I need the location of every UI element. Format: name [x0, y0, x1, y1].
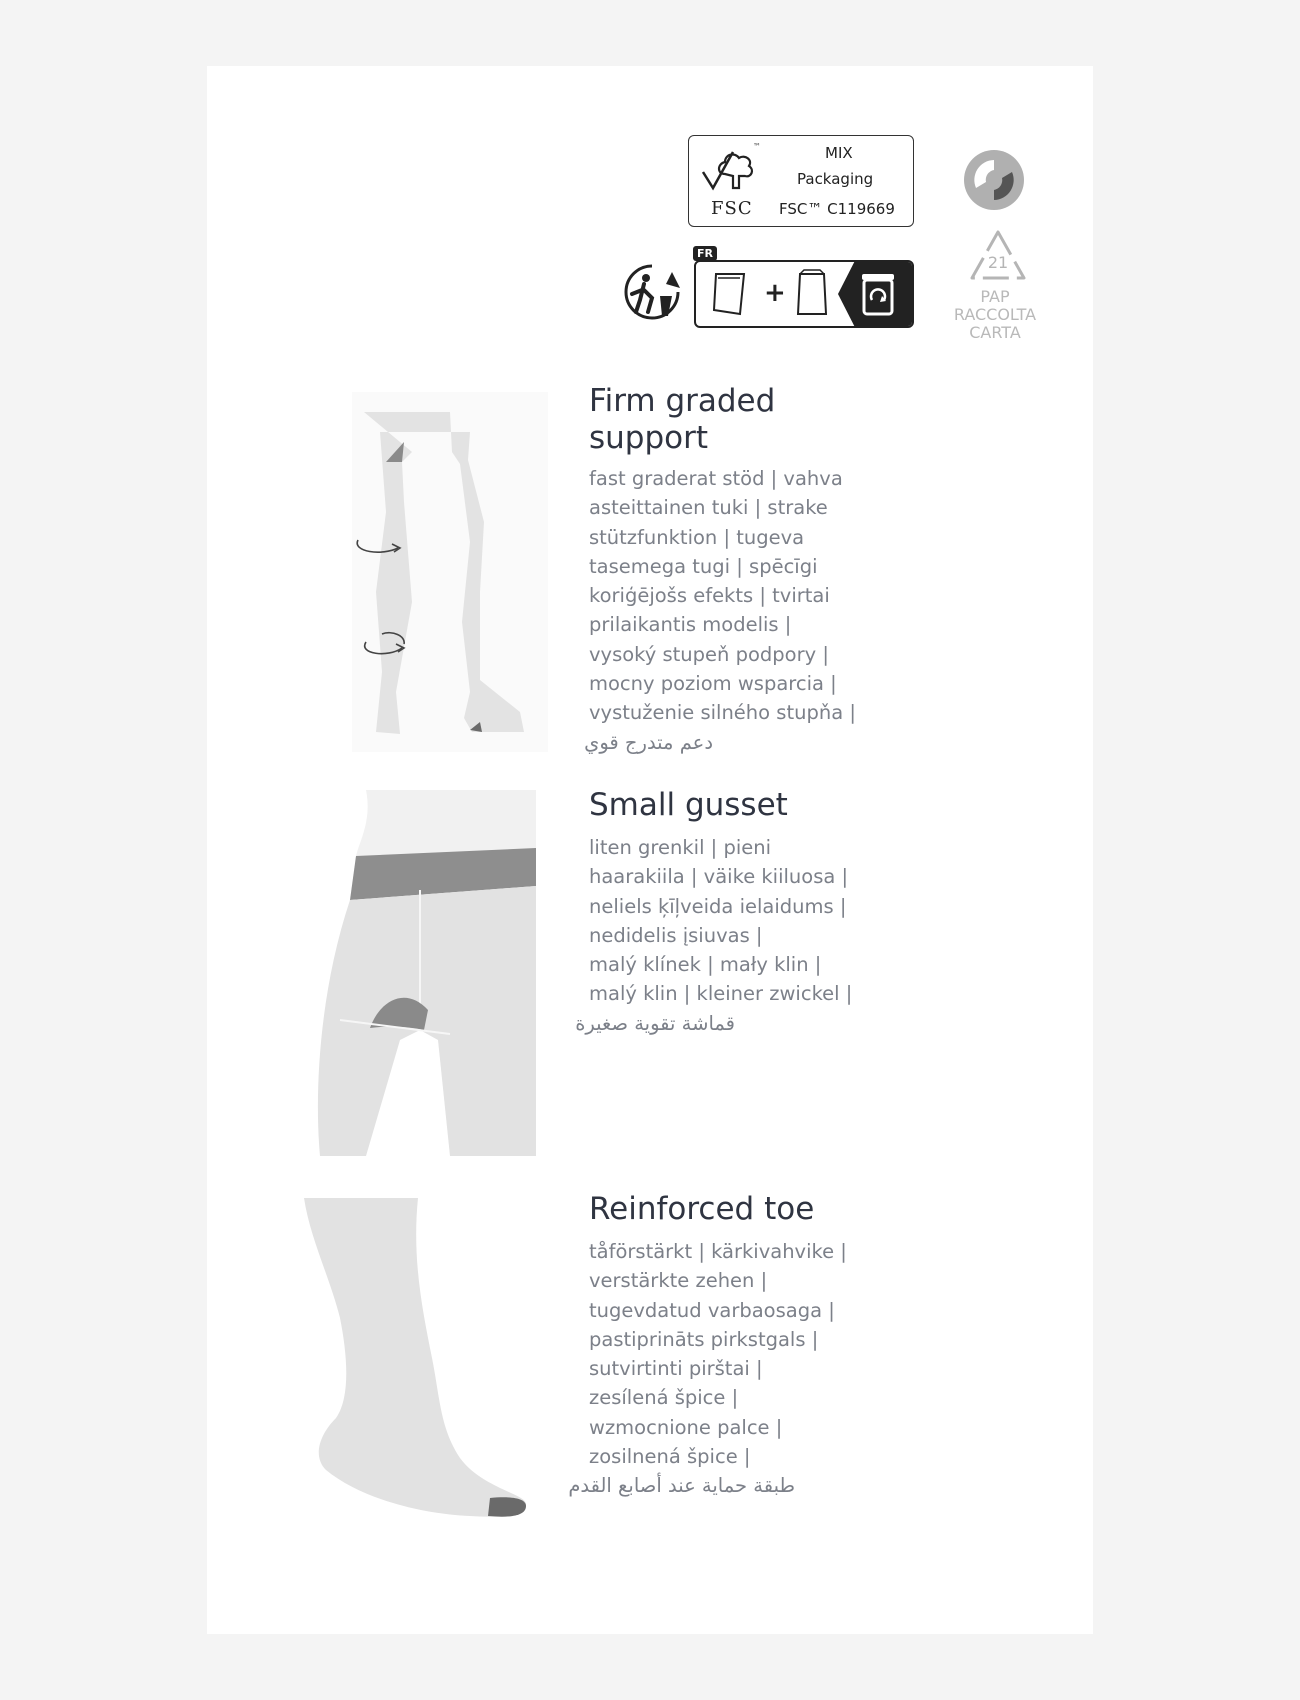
gusset-illustration [300, 790, 548, 1156]
fsc-license-code: FSC™ C119669 [779, 200, 895, 218]
recycling-line-1: RACCOLTA [953, 305, 1037, 324]
legs-support-illustration [352, 392, 548, 752]
list-item-arabic: دعم متدرج قوي [584, 730, 713, 754]
fsc-label-box [688, 135, 914, 227]
list-item: malý klínek | mały klin | [589, 953, 822, 977]
country-tag-fr: FR [693, 246, 717, 261]
triman-icon [622, 262, 686, 322]
list-item: zosilnená špice | [589, 1445, 751, 1469]
list-item: stützfunktion | tugeva [589, 525, 805, 549]
list-item: asteittainen tuki | strake [589, 496, 828, 520]
plus-sign: + [764, 278, 786, 308]
fsc-logo-text: FSC [711, 198, 753, 219]
recycling-code-text [950, 288, 1040, 342]
list-item: fast graderat stöd | vahva [589, 467, 843, 490]
list-item: tåförstärkt | kärkivahvike | [589, 1240, 847, 1263]
feature-title-gusset: Small gusset [589, 787, 788, 823]
list-item-arabic: طبقة حماية عند أصابع القدم [568, 1474, 795, 1498]
feature-body-support [584, 464, 909, 757]
green-dot-icon [962, 148, 1026, 212]
sorting-guide [694, 260, 914, 328]
list-item: zesílená špice | [589, 1386, 739, 1410]
list-item: nedidelis įsiuvas | [589, 923, 763, 947]
feature-title-support: Firm graded support [589, 383, 776, 456]
recycling-code-label: PAP [980, 287, 1010, 306]
foot-toe-illustration [300, 1198, 536, 1524]
recycling-bin-icon [858, 270, 898, 318]
list-item: koriģējošs efekts | tvirtai [589, 584, 830, 608]
list-item: tasemega tugi | spēcīgi [589, 554, 818, 578]
list-item: vystuženie silného stupňa | [589, 701, 856, 725]
recycling-triangle-icon [966, 226, 1030, 288]
fsc-tree-icon [699, 144, 759, 200]
list-item: malý klin | kleiner zwickel | [589, 982, 853, 1006]
list-item: pastiprināts pirkstgals | [589, 1327, 819, 1351]
list-item: wzmocnione palce | [589, 1415, 783, 1439]
list-item: prilaikantis modelis | [589, 613, 792, 637]
feature-title-toe: Reinforced toe [589, 1191, 815, 1227]
list-item-arabic: قماشة تقوية صغيرة [575, 1011, 735, 1035]
feature-body-gusset [575, 833, 909, 1038]
list-item: tugevdatud varbaosaga | [589, 1298, 835, 1322]
feature-body-toe [568, 1237, 909, 1501]
fsc-mix-text: MIX [825, 144, 853, 162]
list-item: haarakiila | väike kiiluosa | [589, 865, 849, 889]
fsc-packaging-text: Packaging [797, 170, 874, 188]
list-item: sutvirtinti pirštai | [589, 1357, 763, 1381]
fsc-trademark: ™ [753, 142, 761, 151]
list-item: verstärkte zehen | [589, 1269, 768, 1293]
list-item: mocny poziom wsparcia | [589, 672, 837, 696]
recycling-line-2: CARTA [969, 323, 1021, 342]
paper-sleeve-icon [710, 270, 750, 318]
list-item: neliels ķīļveida ielaidums | [589, 894, 847, 918]
plastic-bag-icon [794, 268, 830, 318]
recycling-code-number: 21 [987, 253, 1009, 272]
list-item: liten grenkil | pieni [589, 836, 772, 859]
list-item: vysoký stupeň podpory | [589, 642, 829, 666]
